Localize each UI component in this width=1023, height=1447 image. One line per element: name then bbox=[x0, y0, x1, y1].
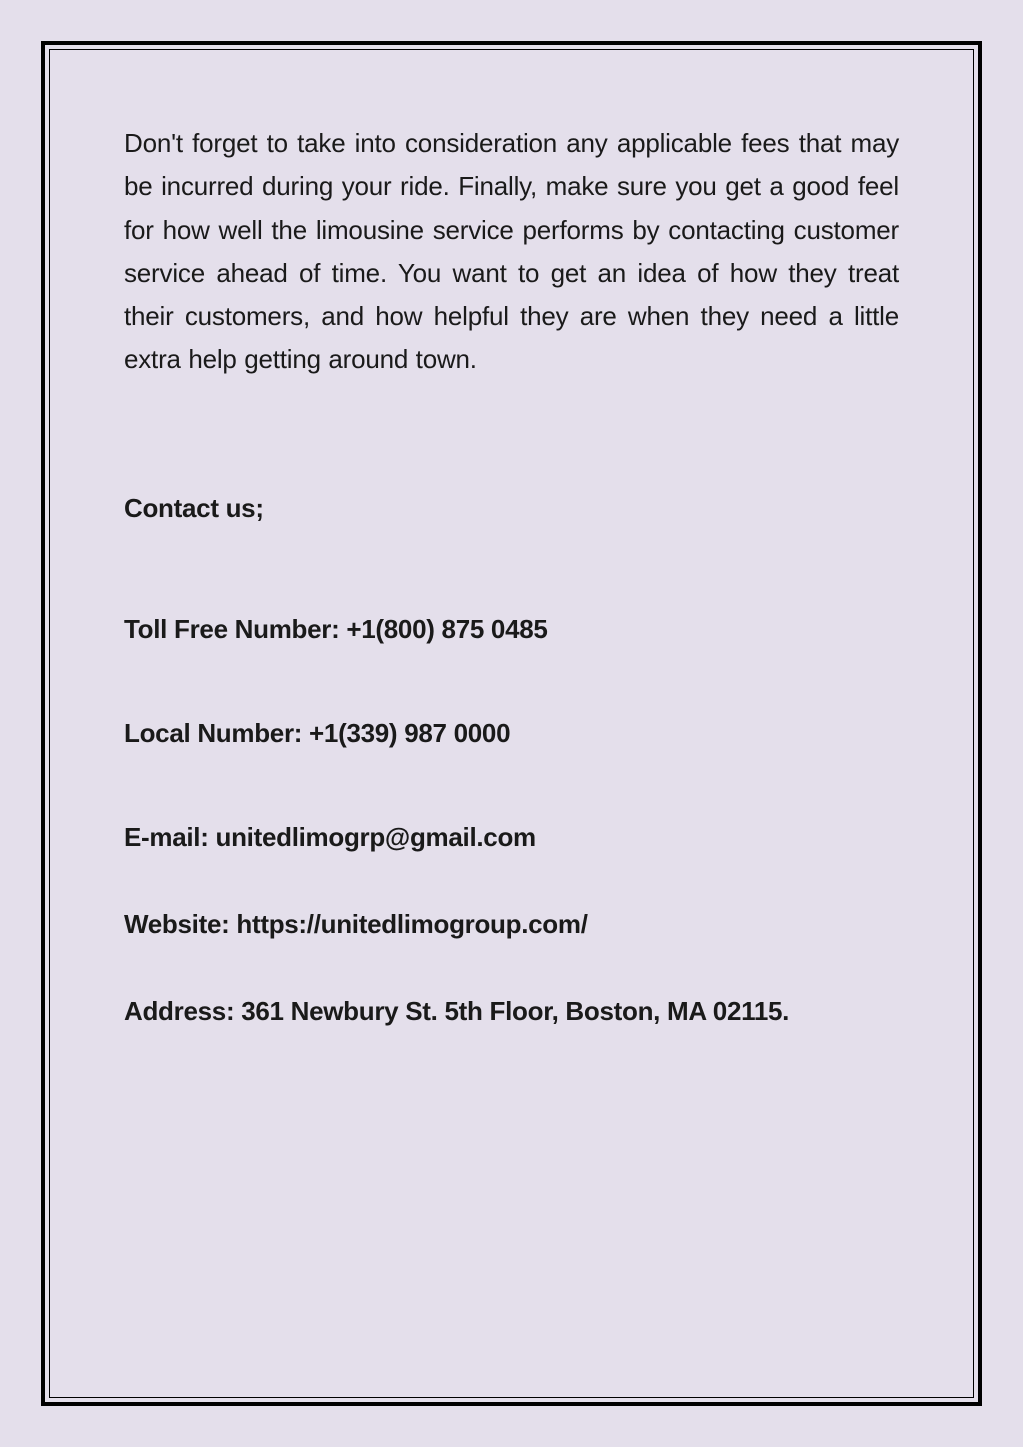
toll-free-number: Toll Free Number: +1(800) 875 0485 bbox=[124, 614, 548, 644]
body-paragraph: Don't forget to take into consideration any applicable fees that may be incurred during your ride. Finally, make sure you get a good feel for how well the limousine service performs by contacting customer service ahead of time. You want to get an idea of how they treat their customers, and how helpful they are when they need a little extra help getting around town. bbox=[124, 128, 899, 375]
contact-heading: Contact us; bbox=[124, 493, 264, 523]
postal-address: Address: 361 Newbury St. 5th Floor, Boston, MA 02115. bbox=[124, 996, 790, 1026]
local-number: Local Number: +1(339) 987 0000 bbox=[124, 718, 511, 748]
website-url: Website: https://unitedlimogroup.com/ bbox=[124, 909, 588, 939]
email-address: E-mail: unitedlimogrp@gmail.com bbox=[124, 822, 536, 852]
